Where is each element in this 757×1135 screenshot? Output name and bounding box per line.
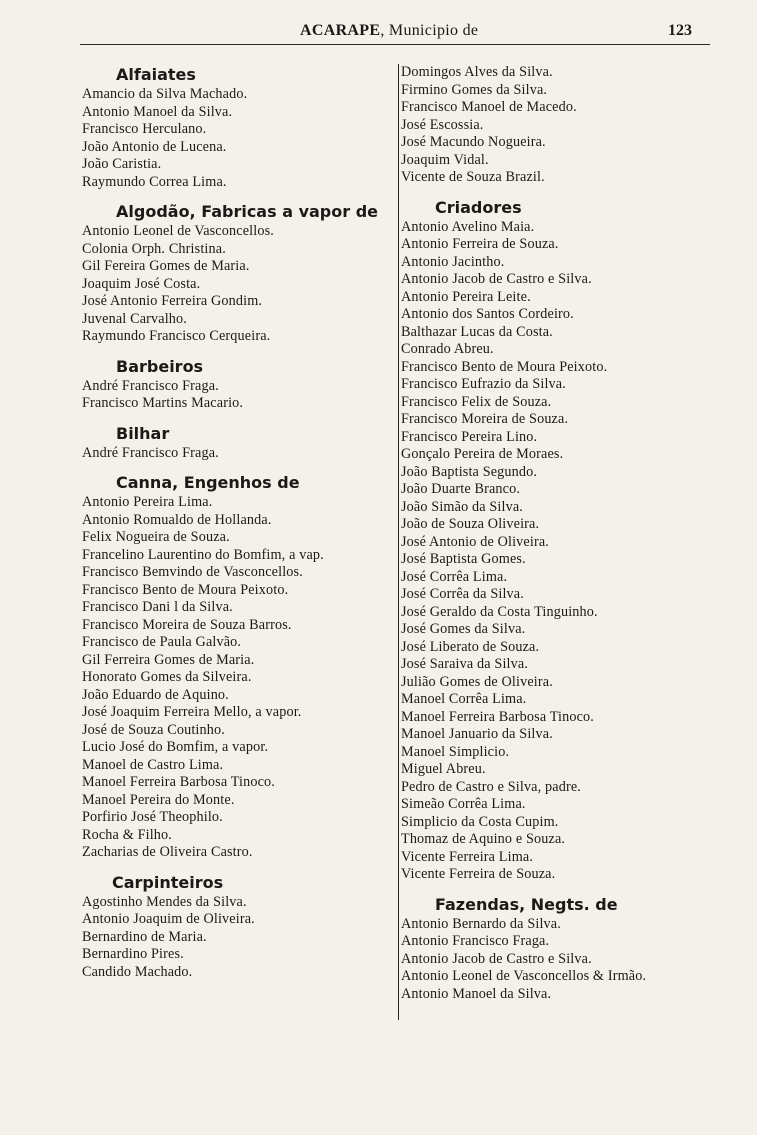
column-divider — [398, 64, 399, 1020]
directory-entry: João Duarte Branco. — [401, 481, 521, 497]
directory-entry: Agostinho Mendes da Silva. — [82, 893, 247, 910]
directory-entry: Porfirio José Theophilo. — [82, 809, 223, 825]
directory-entry: Francisco Felix de Souza. — [401, 393, 552, 410]
directory-entry: Antonio Joaquim de Oliveira. — [82, 911, 255, 927]
directory-entry: Francisco Bento de Moura Peixoto. — [82, 581, 289, 598]
directory-entry: Francisco Manoel de Macedo. — [401, 99, 577, 115]
directory-entry: Antonio Jacintho. — [401, 253, 505, 270]
section-title: Bilhar — [116, 423, 170, 443]
directory-entry: José Macundo Nogueira. — [401, 134, 546, 150]
directory-entry: José Corrêa Lima. — [401, 568, 508, 585]
directory-entry: Antonio dos Santos Cordeiro. — [401, 306, 574, 322]
directory-entry: José Antonio Ferreira Gondim. — [82, 293, 263, 309]
directory-entry: Thomaz de Aquino e Souza. — [401, 831, 566, 847]
page-header — [0, 22, 757, 44]
section-gap — [82, 191, 394, 201]
directory-entry: Domingos Alves da Silva. — [401, 64, 553, 80]
directory-entry: André Francisco Fraga. — [82, 444, 219, 461]
directory-entry: João Baptista Segundo. — [401, 463, 538, 480]
directory-entry: Conrado Abreu. — [401, 341, 494, 357]
directory-section — [82, 872, 394, 982]
directory-entry: Joaquim Vidal. — [401, 151, 489, 168]
municipality-label: , Municipio de — [380, 22, 479, 39]
directory-entry: Antonio Leonel de Vasconcellos & Irmão. — [401, 968, 647, 984]
directory-entry: Francisco Bento de Moura Peixoto. — [401, 358, 608, 375]
directory-entry: Zacharias de Oliveira Castro. — [82, 844, 253, 860]
directory-entry: Raymundo Correa Lima. — [82, 173, 227, 190]
directory-entry: Lucio José do Bomfim, a vapor. — [82, 739, 269, 755]
directory-entry: José Gomes da Silva. — [401, 621, 526, 637]
directory-entry: José Escossia. — [401, 116, 484, 133]
directory-entry: Francisco Eufrazio da Silva. — [401, 376, 566, 392]
directory-entry: Antonio Leonel de Vasconcellos. — [82, 223, 274, 239]
directory-entry: José Antonio de Oliveira. — [401, 533, 549, 550]
directory-entry: Manoel Ferreira Barbosa Tinoco. — [82, 774, 275, 790]
section-gap — [82, 862, 394, 872]
section-gap — [82, 346, 394, 356]
directory-entry: Antonio Jacob de Castro e Silva. — [401, 271, 592, 287]
directory-section — [401, 894, 721, 1004]
directory-entry: Pedro de Castro e Silva, padre. — [401, 778, 581, 795]
directory-entry: Amancio da Silva Machado. — [82, 86, 248, 102]
directory-entry: José Baptista Gomes. — [401, 551, 526, 567]
directory-entry: Gil Fereira Gomes de Maria. — [82, 258, 250, 274]
directory-section — [401, 197, 721, 884]
directory-entry: Miguel Abreu. — [401, 761, 486, 777]
directory-entry: Manoel Januario da Silva. — [401, 726, 553, 742]
directory-entry: Antonio Pereira Leite. — [401, 288, 531, 305]
directory-entry: Vicente de Souza Brazil. — [401, 169, 545, 185]
directory-section — [401, 64, 721, 187]
section-gap — [82, 413, 394, 423]
directory-entry: Francisco Martins Macario. — [82, 395, 244, 411]
section-title: Barbeiros — [116, 356, 204, 376]
directory-entry: José Geraldo da Costa Tinguinho. — [401, 603, 598, 620]
directory-entry: Antonio Bernardo da Silva. — [401, 915, 561, 932]
directory-entry: Francisco Bemvindo de Vasconcellos. — [82, 564, 303, 580]
directory-entry: José Corrêa da Silva. — [401, 586, 524, 602]
directory-entry: Francisco de Paula Galvão. — [82, 634, 242, 650]
section-gap — [401, 884, 721, 894]
directory-entry: Antonio Francisco Fraga. — [401, 933, 550, 949]
directory-entry: Simplicio da Costa Cupim. — [401, 813, 559, 830]
directory-entry: Gil Ferreira Gomes de Maria. — [82, 651, 255, 668]
directory-section — [82, 356, 394, 413]
directory-entry: Vicente Ferreira Lima. — [401, 848, 534, 865]
directory-entry: Antonio Jacob de Castro e Silva. — [401, 950, 592, 967]
section-title: Carpinteiros — [112, 872, 224, 892]
directory-entry: Manoel Corrêa Lima. — [401, 691, 527, 707]
directory-entry: Francisco Moreira de Souza Barros. — [82, 616, 292, 633]
directory-entry: Manoel Ferreira Barbosa Tinoco. — [401, 708, 594, 725]
directory-entry: Manoel Simplicio. — [401, 743, 510, 760]
directory-entry: José Saraiva da Silva. — [401, 656, 529, 672]
directory-entry: Francisco Dani l da Silva. — [82, 599, 233, 615]
left-column — [82, 64, 394, 981]
directory-entry: Candido Machado. — [82, 963, 193, 980]
directory-entry: José Joaquim Ferreira Mello, a vapor. — [82, 704, 302, 720]
directory-entry: Antonio Avelino Maia. — [401, 218, 535, 235]
directory-entry: Colonia Orph. Christina. — [82, 240, 226, 257]
section-title: Criadores — [435, 197, 522, 217]
section-gap — [82, 462, 394, 472]
directory-entry: João Antonio de Lucena. — [82, 138, 227, 155]
section-gap — [401, 187, 721, 197]
directory-section — [82, 64, 394, 191]
directory-entry: José Liberato de Souza. — [401, 638, 540, 655]
section-title: Algodão, Fabricas a vapor de — [116, 202, 378, 221]
directory-section — [82, 423, 394, 463]
directory-entry: Raymundo Francisco Cerqueira. — [82, 328, 271, 344]
section-title: Canna, Engenhos de — [116, 473, 300, 492]
directory-entry: João Simão da Silva. — [401, 498, 524, 515]
directory-entry: Francisco Pereira Lino. — [401, 428, 538, 445]
running-title — [300, 22, 478, 40]
directory-entry: Antonio Manoel da Silva. — [82, 103, 233, 120]
directory-entry: Honorato Gomes da Silveira. — [82, 669, 252, 685]
directory-entry: João Caristia. — [82, 156, 162, 172]
directory-entry: Simeão Corrêa Lima. — [401, 796, 526, 812]
directory-entry: Antonio Manoel da Silva. — [401, 985, 552, 1002]
directory-entry: João Eduardo de Aquino. — [82, 686, 229, 703]
directory-section — [82, 201, 394, 346]
directory-entry: Juvenal Carvalho. — [82, 310, 187, 327]
directory-entry: Francelino Laurentino do Bomfim, a vap. — [82, 546, 324, 563]
section-title: Alfaiates — [116, 65, 196, 84]
directory-entry: Gonçalo Pereira de Moraes. — [401, 446, 564, 462]
directory-entry: Antonio Romualdo de Hollanda. — [82, 511, 272, 528]
directory-entry: Manoel Pereira do Monte. — [82, 791, 235, 808]
directory-entry: Balthazar Lucas da Costa. — [401, 323, 553, 340]
directory-entry: André Francisco Fraga. — [82, 377, 219, 394]
town-name: ACARAPE — [300, 22, 381, 39]
directory-entry: José de Souza Coutinho. — [82, 721, 225, 738]
directory-entry: Bernardino de Maria. — [82, 928, 207, 945]
directory-entry: Antonio Pereira Lima. — [82, 494, 213, 510]
directory-section — [82, 472, 394, 862]
directory-entry: Antonio Ferreira de Souza. — [401, 236, 559, 252]
directory-entry: Francisco Herculano. — [82, 121, 207, 137]
section-title: Fazendas, Negts. de — [435, 894, 618, 914]
directory-entry: João de Souza Oliveira. — [401, 516, 540, 532]
directory-entry: Firmino Gomes da Silva. — [401, 81, 548, 98]
directory-entry: Vicente Ferreira de Souza. — [401, 866, 556, 882]
directory-entry: Felix Nogueira de Souza. — [82, 529, 230, 545]
directory-entry: Rocha & Filho. — [82, 826, 172, 843]
directory-entry: Julião Gomes de Oliveira. — [401, 673, 553, 690]
page-number: 123 — [668, 22, 692, 39]
directory-entry: Manoel de Castro Lima. — [82, 756, 224, 773]
header-rule — [80, 44, 710, 45]
directory-entry: Francisco Moreira de Souza. — [401, 411, 569, 427]
right-column — [401, 64, 721, 1003]
directory-entry: Bernardino Pires. — [82, 946, 184, 962]
directory-entry: Joaquim José Costa. — [82, 275, 201, 292]
